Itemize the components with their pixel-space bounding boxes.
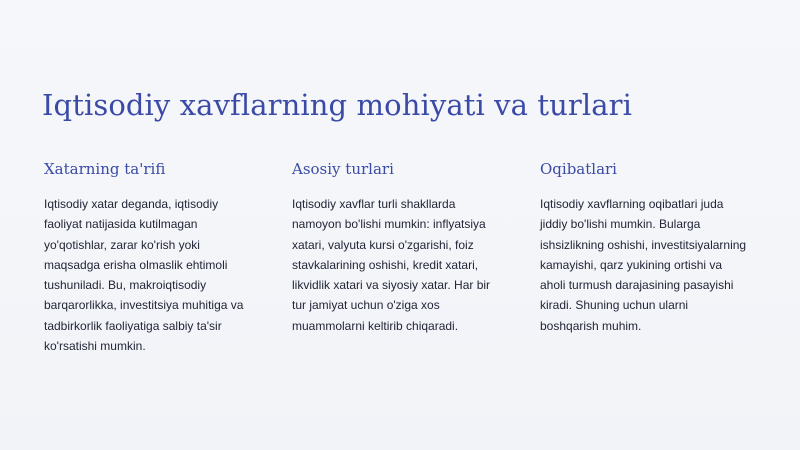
column-heading: Asosiy turlari	[292, 160, 394, 178]
slide-title: Iqtisodiy xavflarning mohiyati va turlari	[42, 88, 632, 122]
column-definition	[44, 160, 254, 356]
column-main-types	[292, 160, 502, 336]
column-heading: Oqibatlari	[540, 160, 617, 178]
column-body: Iqtisodiy xavflarning oqibatlari juda jiddiy bo'lishi mumkin. Bularga ishsizlikning oshishi, investitsiyalarning kamayishi, qarz yukining ortishi va aholi turmush darajasining pasayishi kiradi. Shuning uchun ularni boshqarish muhim.	[540, 197, 747, 333]
column-heading: Xatarning ta'rifi	[44, 160, 166, 178]
column-consequences	[540, 160, 750, 336]
column-body: Iqtisodiy xatar deganda, iqtisodiy faoliyat natijasida kutilmagan yo'qotishlar, zarar ko'rish yoki maqsadga erisha olmaslik ehtimoli tushuniladi. Bu, makroiqtisodiy barqarorlikka, investitsiya muhitiga va tadbirkorlik faoliyatiga salbiy ta'sir ko'rsatishi mumkin.	[44, 197, 244, 354]
column-body: Iqtisodiy xavflar turli shakllarda namoyon bo'lishi mumkin: inflyatsiya xatari, valyuta kursi o'zgarishi, foiz stavkalarining oshishi, kredit xatari, likvidlik xatari va siyosiy xatar. Har bir tur jamiyat uchun o'ziga xos muammolarni keltirib chiqaradi.	[292, 197, 491, 333]
